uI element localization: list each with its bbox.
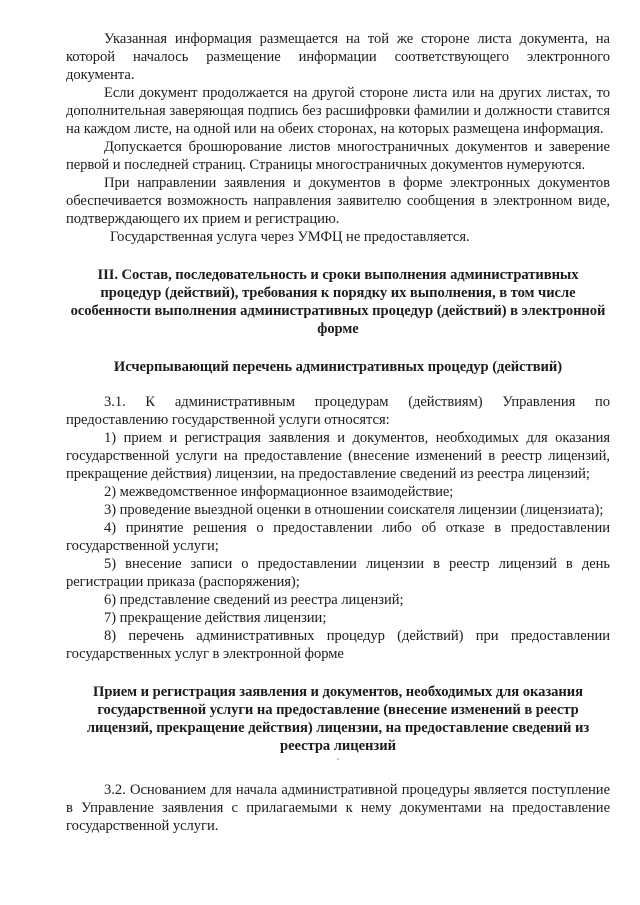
list-item: 6) представление сведений из реестра лицензий; (104, 592, 404, 608)
list-item: 8) перечень административных процедур (действий) при предоставлении государственных услуг в электронной форме (66, 628, 610, 662)
paragraph-placement: Указанная информация размещается на той же стороне листа документа, на которой началось размещение информации соответствующего электронного документа. (66, 31, 610, 83)
subheading-reception: Прием и регистрация заявления и документов, необходимых для оказания государственной услуги на предоставление (внесение изменений в реестр лицензий, прекращение действия) лицензии, на предоставление сведений из реестра лицензий (86, 684, 590, 754)
paragraph-binding: Допускается брошюрование листов многостраничных документов и заверение первой и последней страниц. Страницы многостраничных документов нумеруются. (66, 139, 610, 173)
list-item: 7) прекращение действия лицензии; (104, 610, 327, 626)
list-item: 2) межведомственное информационное взаимодействие; (104, 484, 454, 500)
list-item: 5) внесение записи о предоставлении лицензии в реестр лицензий в день регистрации приказа (распоряжения); (66, 556, 610, 590)
paragraph-electronic: При направлении заявления и документов в форме электронных документов обеспечивается возможность направления заявителю сообщения в электронном виде, подтверждающего их прием и регистрацию. (66, 175, 610, 227)
list-item: 3) проведение выездной оценки в отношении соискателя лицензии (лицензиата); (104, 502, 604, 518)
paragraph-3-1: 3.1. К административным процедурам (действиям) Управления по предоставлению государственной услуги относятся: (66, 394, 610, 428)
list-item: 1) прием и регистрация заявления и документов, необходимых для оказания государственной услуги на предоставление (внесение изменений в реестр лицензий, прекращение действия) лицензии, на предоставление сведений из реестра лицензий; (66, 430, 610, 482)
paragraph-umfc: Государственная услуга через УМФЦ не предоставляется. (110, 229, 470, 245)
section-heading: III. Состав, последовательность и сроки выполнения административных процедур (действий), требования к порядку их выполнения, в том числе особенности выполнения административных процедур (действий) в электронной форме (70, 267, 606, 337)
paragraph-3-2: 3.2. Основанием для начала административной процедуры является поступление в Управление заявления с прилагаемыми к нему документами на предоставление государственной услуги. (66, 782, 610, 834)
paragraph-signature: Если документ продолжается на другой стороне листа или на других листах, то дополнительная заверяющая подпись без расшифровки фамилии и должности ставится на каждом листе, на одной или на обеих сторонах, на которых размещена информация. (66, 85, 610, 137)
list-item: 4) принятие решения о предоставлении либо об отказе в предоставлении государственной услуги; (66, 520, 610, 554)
scan-speck: · (336, 754, 340, 764)
subheading-procedures-list: Исчерпывающий перечень административных процедур (действий) (113, 359, 563, 375)
